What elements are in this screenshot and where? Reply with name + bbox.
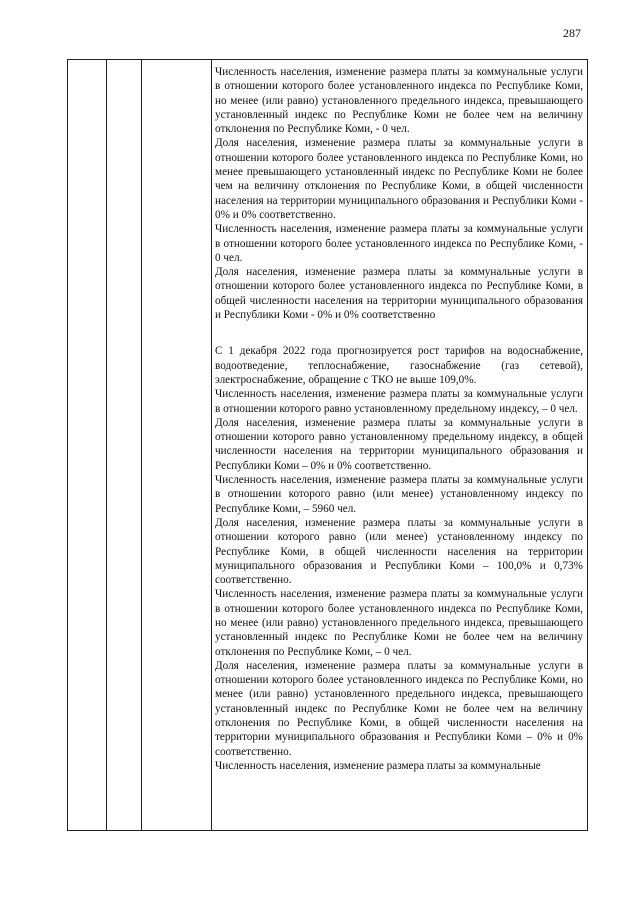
paragraph: Численность населения, изменение размера платы за коммунальные услуги в отношении которого более установленного индекса по Республике Коми, - 0 чел. [215,223,583,264]
paragraph: С 1 декабря 2022 года прогнозируется рост тарифов на водоснабжение, водоотведение, теплоснабжение, газоснабжение (газ сетевой), электроснабжение, обращение с ТКО не выше 109,0%. [215,345,583,386]
paragraph: Численность населения, изменение размера платы за коммунальные услуги в отношении которого более установленного индекса по Республике Коми, но менее (или равно) установленного предельного индекса, превышающего установленный индекс по Республике Коми не более чем на величину отклонения по Республике Коми, – 0 чел. [215,588,583,658]
column-divider [106,60,107,830]
paragraph-gap [215,322,583,344]
document-table [67,59,588,831]
column-divider [211,60,212,830]
paragraph: Численность населения, изменение размера платы за коммунальные услуги в отношении которого равно установленному предельному индексу, – 0 чел. [215,388,583,415]
paragraph: Численность населения, изменение размера платы за коммунальные услуги в отношении которого более установленного индекса по Республике Коми, но менее (или равно) установленного предельного индекса, превышающего установленный индекс по Республике Коми не более чем на величину отклонения по Республике Коми, - 0 чел. [215,66,583,136]
paragraph: Численность населения, изменение размера платы за коммунальные [215,759,541,772]
page-number: 287 [563,26,581,40]
table-text-cell [215,65,583,773]
paragraph: Доля населения, изменение размера платы за коммунальные услуги в отношении которого более установленного индекса по Республике Коми, в общей численности населения на территории муниципального образования и Республики Коми - 0% и 0% соответственно [215,266,583,322]
paragraph: Доля населения, изменение размера платы за коммунальные услуги в отношении которого более установленного индекса по Республике Коми, но менее превышающего установленный индекс по Республике Коми не более чем на величину отклонения по Республике Коми, в общей численности населения на территории муниципального образования и Республики Коми - 0% и 0% соответственно. [215,137,583,221]
paragraph: Доля населения, изменение размера платы за коммунальные услуги в отношении которого равно (или менее) установленному индексу по Республике Коми, в общей численности населения на территории муниципального образования и Республики Коми – 100,0% и 0,73% соответственно. [215,516,583,587]
paragraph: Доля населения, изменение размера платы за коммунальные услуги в отношении которого равно установленному предельному индексу, в общей численности населения на территории муниципального образования и Республики Коми – 0% и 0% соответственно. [215,416,583,472]
paragraph: Доля населения, изменение размера платы за коммунальные услуги в отношении которого более установленного индекса по Республике Коми, но менее (или равно) установленного предельного индекса, превышающего установленный индекс по Республике Коми не более чем на величину отклонения по Республике Коми, в общей численности населения на территории муниципального образования и Республики Коми – 0% и 0% соответственно. [215,659,583,758]
column-divider [141,60,142,830]
paragraph: Численность населения, изменение размера платы за коммунальные услуги в отношении которого равно (или менее) установленному индексу по Республике Коми, – 5960 чел. [215,474,583,515]
